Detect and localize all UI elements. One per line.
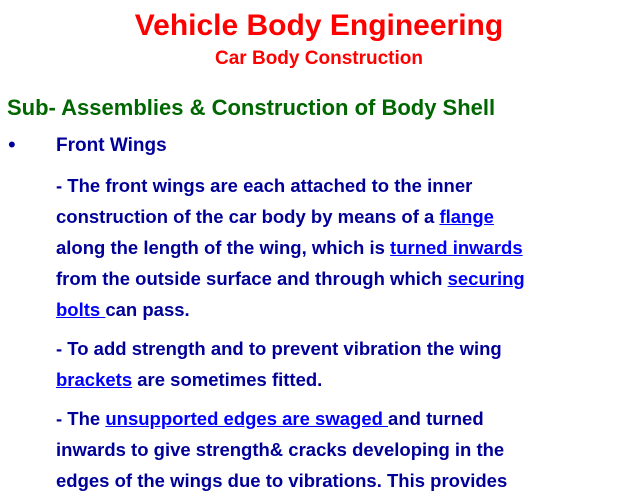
unsupported-edges-link[interactable]: unsupported edges are swaged (105, 408, 389, 429)
text-segment: along the length of the wing, which is (56, 237, 391, 258)
bolts-link[interactable]: bolts (56, 299, 106, 320)
text-segment: are sometimes fitted. (132, 369, 323, 390)
text-segment: - To add strength and to prevent vibration the wing (56, 338, 502, 359)
paragraph-1-line-4 (56, 263, 525, 295)
text-segment: - The front wings are each attached to the inner (56, 175, 473, 196)
slide-title: Vehicle Body Engineering (134, 9, 504, 42)
brackets-link[interactable]: brackets (56, 369, 133, 390)
turned-inwards-link[interactable]: turned inwards (390, 237, 523, 258)
text-segment: inwards to give strength& cracks developing in the (56, 439, 505, 460)
text-segment: construction of the car body by means of a (56, 206, 440, 227)
paragraph-1-line-1 (56, 170, 472, 202)
text-segment: edges of the wings due to vibrations. This provides (56, 470, 508, 491)
text-segment: - The (56, 408, 106, 429)
securing-link[interactable]: securing (447, 268, 525, 289)
paragraph-2-line-1 (56, 333, 502, 365)
slide-subtitle: Car Body Construction (215, 48, 423, 69)
paragraph-3-line-2 (56, 434, 504, 466)
section-heading: Sub- Assemblies & Construction of Body Shell (7, 95, 496, 120)
text-segment: can pass. (105, 299, 190, 320)
flange-link[interactable]: flange (439, 206, 494, 227)
text-segment: and turned (388, 408, 484, 429)
text-segment: from the outside surface and through which (56, 268, 448, 289)
paragraph-2-line-2 (56, 364, 322, 396)
paragraph-1-line-3 (56, 232, 523, 264)
bullet-dot: • (8, 132, 16, 157)
paragraph-3-line-1 (56, 403, 484, 435)
bullet-title: Front Wings (56, 135, 167, 156)
paragraph-3-line-3 (56, 465, 507, 497)
paragraph-1-line-5 (56, 294, 190, 326)
paragraph-1-line-2 (56, 201, 494, 233)
